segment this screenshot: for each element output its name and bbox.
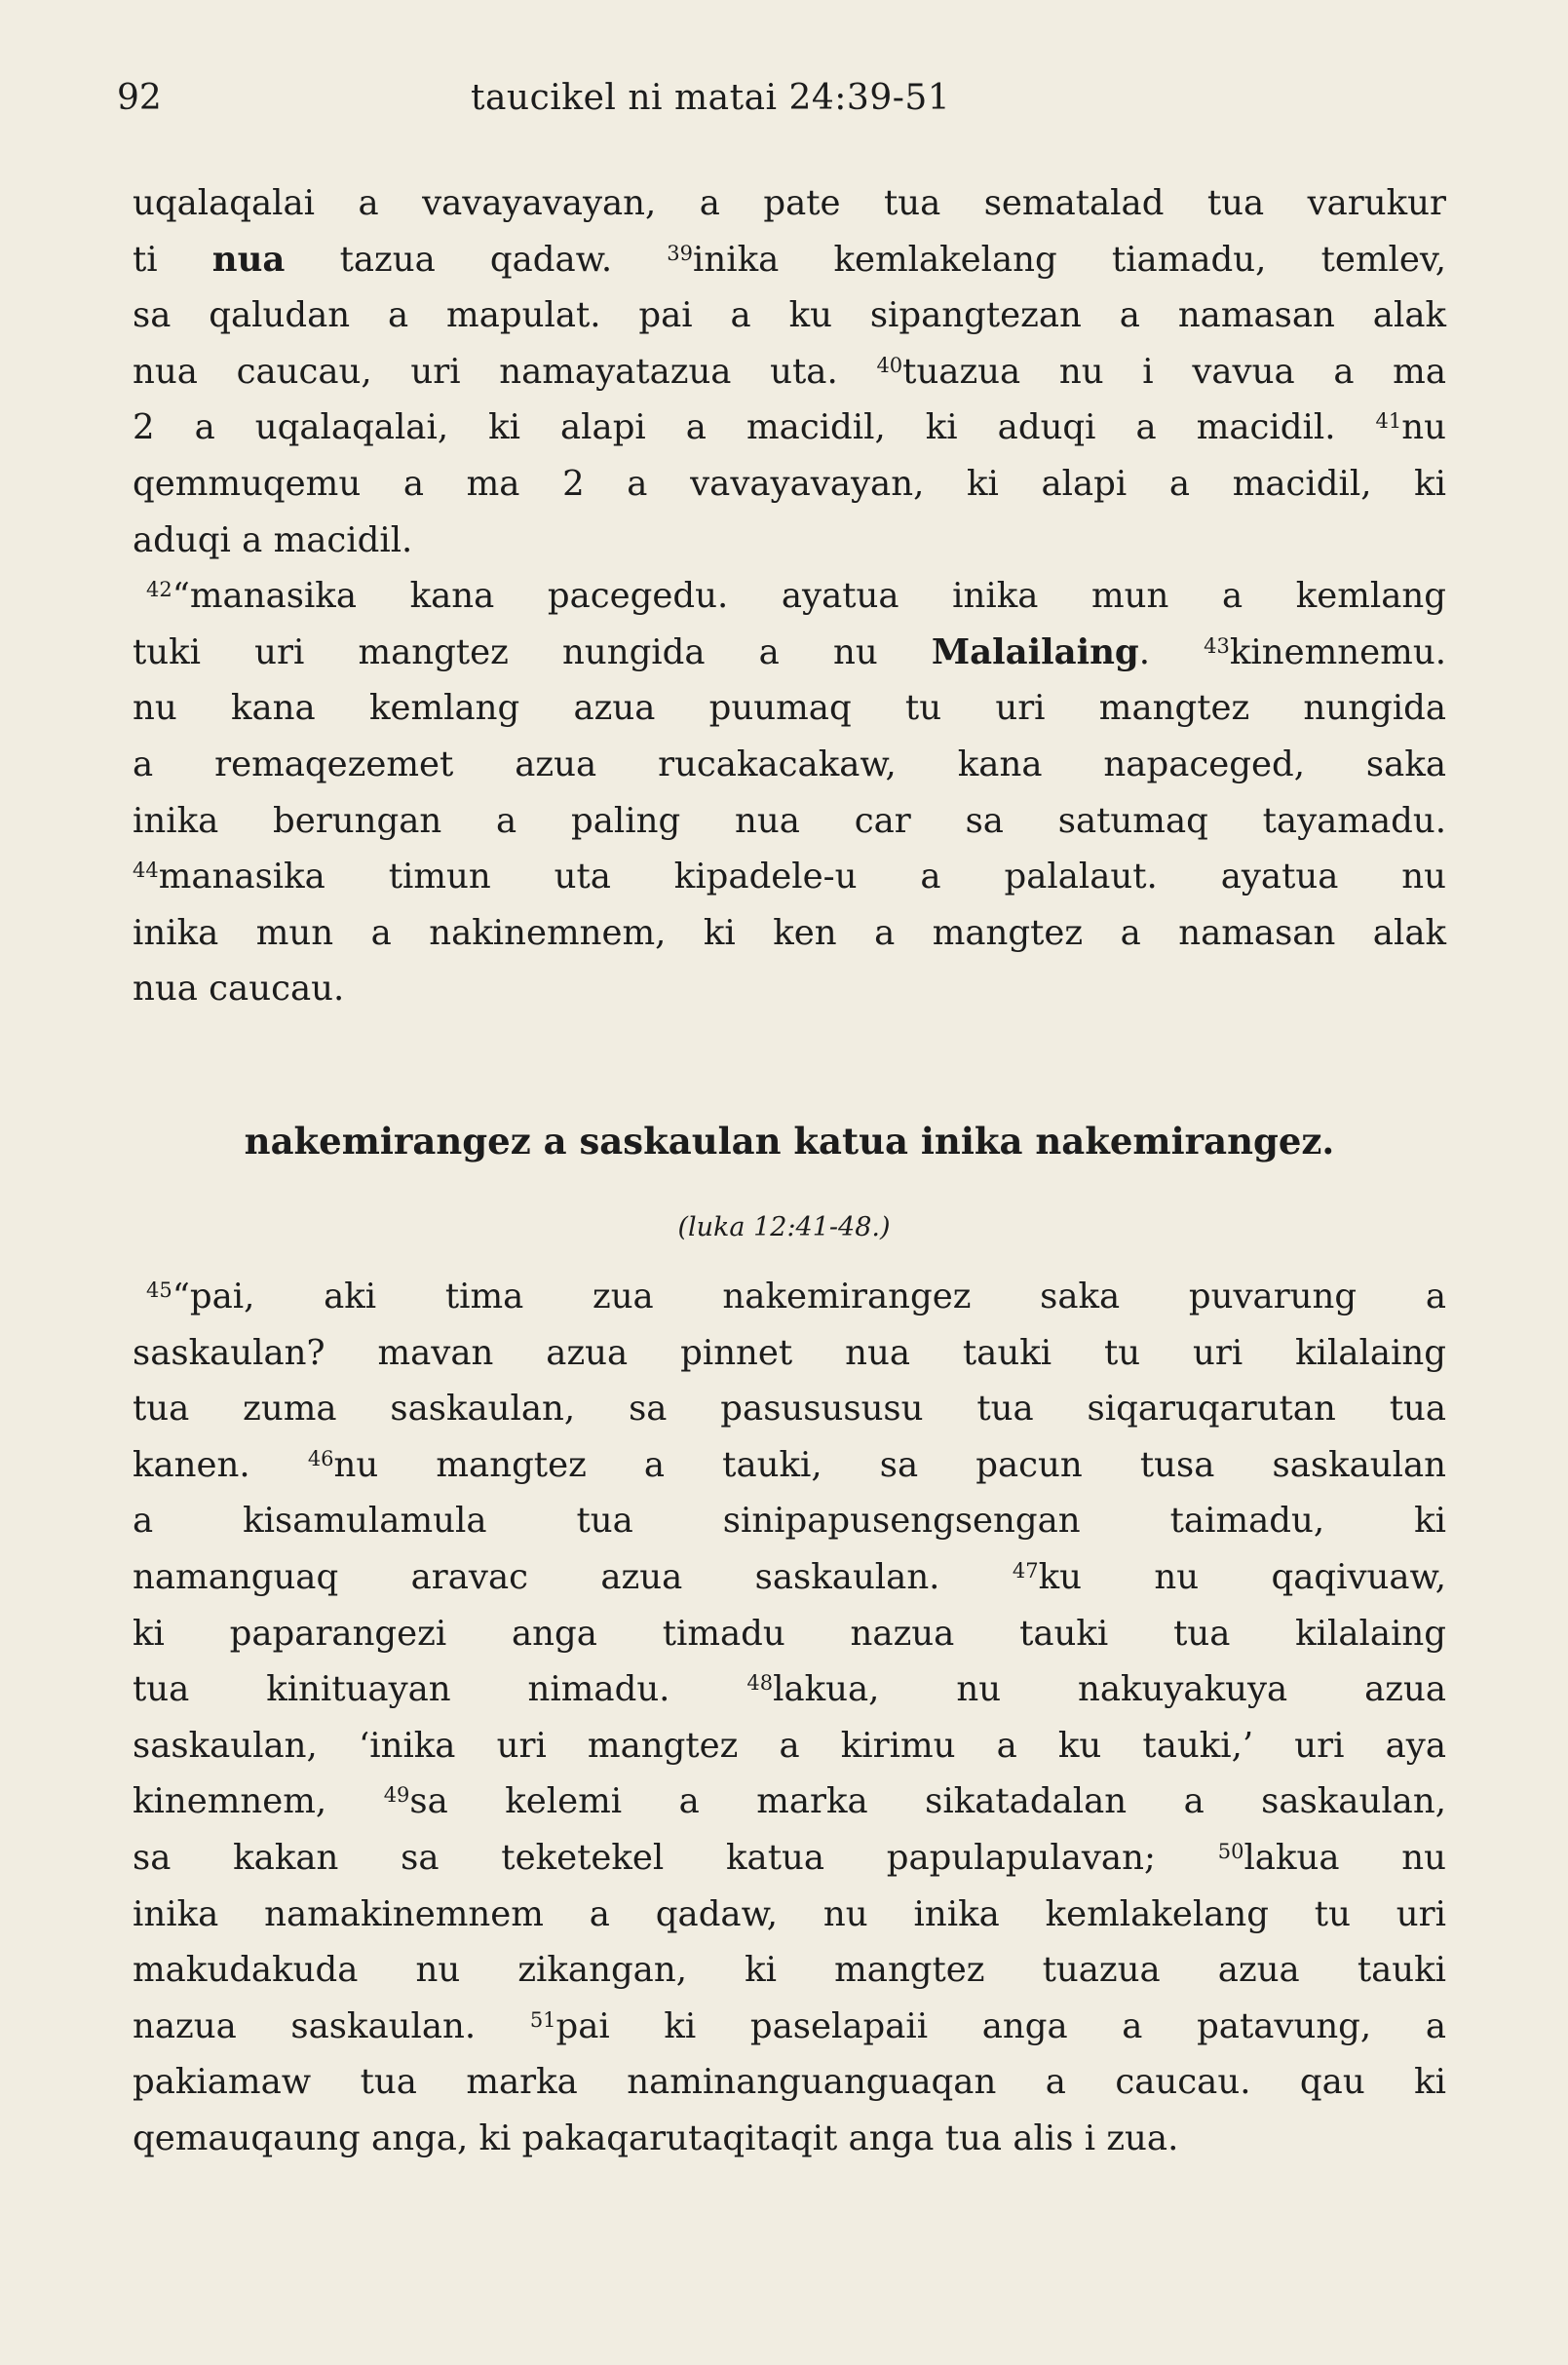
text-line xyxy=(133,1437,1446,1494)
text-span: inika mun a nakinemnem, ki ken a mangtez a namasan alak xyxy=(133,912,1446,953)
text-span: sa kelemi a marka sikatadalan a saskaulan, xyxy=(409,1781,1446,1822)
verse-number: 46 xyxy=(307,1446,334,1470)
main-text-lower xyxy=(133,1269,1446,2167)
text-line xyxy=(133,1325,1446,1382)
verse-number: 47 xyxy=(1012,1558,1039,1583)
text-line xyxy=(133,232,1446,288)
text-line xyxy=(133,1942,1446,1999)
text-span: pakiamaw tua marka naminanguanguaqan a caucau. qau ki xyxy=(133,2062,1446,2103)
text-line xyxy=(133,513,1446,569)
verse-number: 49 xyxy=(383,1783,410,1808)
verse-number: 43 xyxy=(1204,633,1230,658)
bold-word: nua xyxy=(211,239,286,280)
text-span: namanguaq aravac azua saskaulan. xyxy=(133,1556,1013,1597)
text-line xyxy=(133,2111,1446,2167)
text-span: qemmuqemu a ma 2 a vavayavayan, ki alapi a macidil, ki xyxy=(133,463,1446,504)
text-line xyxy=(133,175,1446,232)
text-line xyxy=(133,1774,1446,1830)
text-line xyxy=(133,1606,1446,1662)
text-line xyxy=(133,1718,1446,1774)
text-line xyxy=(133,1999,1446,2055)
text-line xyxy=(133,1381,1446,1437)
text-line xyxy=(133,737,1446,793)
verse-number: 45 xyxy=(146,1278,172,1302)
text-span: saskaulan? mavan azua pinnet nua tauki tu uri kilalaing xyxy=(133,1332,1446,1373)
text-span: aduqi a macidil. xyxy=(133,519,413,560)
text-span: inika berungan a paling nua car sa satumaq tayamadu. xyxy=(133,800,1446,841)
verse-number: 40 xyxy=(876,353,903,377)
text-line xyxy=(133,625,1446,681)
main-text-upper xyxy=(133,175,1446,1017)
text-span: kanen. xyxy=(133,1444,308,1485)
text-span: pai ki paselapaii anga a patavung, a xyxy=(555,2005,1446,2046)
text-span: tuki uri mangtez nungida a nu xyxy=(133,631,932,672)
text-span: nazua saskaulan. xyxy=(133,2005,530,2046)
text-line xyxy=(133,793,1446,850)
text-line xyxy=(133,287,1446,344)
text-span: makudakuda nu zikangan, ki mangtez tuazua azua tauki xyxy=(133,1950,1446,1991)
text-line xyxy=(133,1269,1446,1325)
page-number: 92 xyxy=(117,78,162,118)
verse-number: 41 xyxy=(1375,409,1402,434)
text-line xyxy=(133,1887,1446,1943)
text-line xyxy=(133,849,1446,905)
text-span: nu mangtez a tauki, sa pacun tusa saskaulan xyxy=(333,1444,1446,1485)
text-span: ki paparangezi anga timadu nazua tauki tua kilalaing xyxy=(133,1613,1446,1654)
bold-word: Malailaing xyxy=(931,631,1139,672)
section-heading: nakemirangez a saskaulan katua inika nakemirangez. xyxy=(244,1120,1335,1163)
text-line xyxy=(133,1661,1446,1718)
text-line xyxy=(133,2054,1446,2111)
text-line xyxy=(133,905,1446,962)
text-span: kinemnemu. xyxy=(1229,631,1446,672)
text-span: inika kemlakelang tiamadu, temlev, xyxy=(693,239,1446,280)
text-span: tua kinituayan nimadu. xyxy=(133,1669,747,1710)
text-line xyxy=(133,961,1446,1017)
text-span: sa kakan sa teketekel katua papulapulavan; xyxy=(133,1837,1218,1878)
text-line xyxy=(133,344,1446,401)
text-span: nu kana kemlang azua puumaq tu uri mangtez nungida xyxy=(133,688,1446,729)
text-span: tua zuma saskaulan, sa pasusususu tua siqaruqarutan tua xyxy=(133,1389,1446,1430)
text-span: . xyxy=(1138,631,1205,672)
text-span: ti xyxy=(133,239,212,280)
text-span: “pai, aki tima zua nakemirangez saka puvarung a xyxy=(172,1277,1446,1316)
running-title: taucikel ni matai 24:39-51 xyxy=(471,78,951,118)
running-header xyxy=(0,76,1568,134)
text-span: nu xyxy=(1401,407,1446,448)
text-span: 2 a uqalaqalai, ki alapi a macidil, ki aduqi a macidil. xyxy=(133,407,1376,448)
text-span: kinemnem, xyxy=(133,1781,384,1822)
text-span: saskaulan, ‘inika uri mangtez a kirimu a ku tauki,’ uri aya xyxy=(133,1725,1446,1766)
text-span: lakua, nu nakuyakuya azua xyxy=(773,1669,1446,1710)
text-line xyxy=(133,1493,1446,1549)
verse-number: 48 xyxy=(746,1671,774,1696)
text-span: tazua qadaw. xyxy=(285,239,668,280)
text-line xyxy=(133,1830,1446,1887)
text-span: manasika timun uta kipadele-u a palalaut. ayatua nu xyxy=(158,857,1446,897)
text-span: nua caucau. xyxy=(133,969,345,1010)
text-span: ku nu qaqivuaw, xyxy=(1038,1556,1446,1597)
text-span: tuazua nu i vavua a ma xyxy=(902,351,1446,392)
verse-number: 44 xyxy=(133,858,159,883)
text-line xyxy=(133,1549,1446,1606)
text-span: nua caucau, uri namayatazua uta. xyxy=(133,351,877,392)
verse-number: 51 xyxy=(529,2007,556,2032)
text-line xyxy=(133,400,1446,456)
text-span: uqalaqalai a vavayavayan, a pate tua sematalad tua varukur xyxy=(133,183,1446,223)
text-span: inika namakinemnem a qadaw, nu inika kemlakelang tu uri xyxy=(133,1893,1446,1934)
text-span: sa qaludan a mapulat. pai a ku sipangtezan a namasan alak xyxy=(133,295,1446,336)
verse-number: 50 xyxy=(1217,1839,1244,1863)
verse-number: 42 xyxy=(146,578,172,602)
cross-reference: (luka 12:41-48.) xyxy=(677,1212,891,1242)
text-line xyxy=(133,456,1446,513)
text-span: “manasika kana pacegedu. ayatua inika mun a kemlang xyxy=(172,576,1446,617)
text-span: a kisamulamula tua sinipapusengsengan taimadu, ki xyxy=(133,1501,1446,1542)
text-span: lakua nu xyxy=(1243,1837,1446,1878)
text-span: qemauqaung anga, ki pakaqarutaqitaqit anga tua alis i zua. xyxy=(133,2117,1179,2158)
text-line xyxy=(133,680,1446,737)
text-line xyxy=(133,568,1446,625)
verse-number: 39 xyxy=(667,241,694,265)
text-span: a remaqezemet azua rucakacakaw, kana napaceged, saka xyxy=(133,744,1446,784)
